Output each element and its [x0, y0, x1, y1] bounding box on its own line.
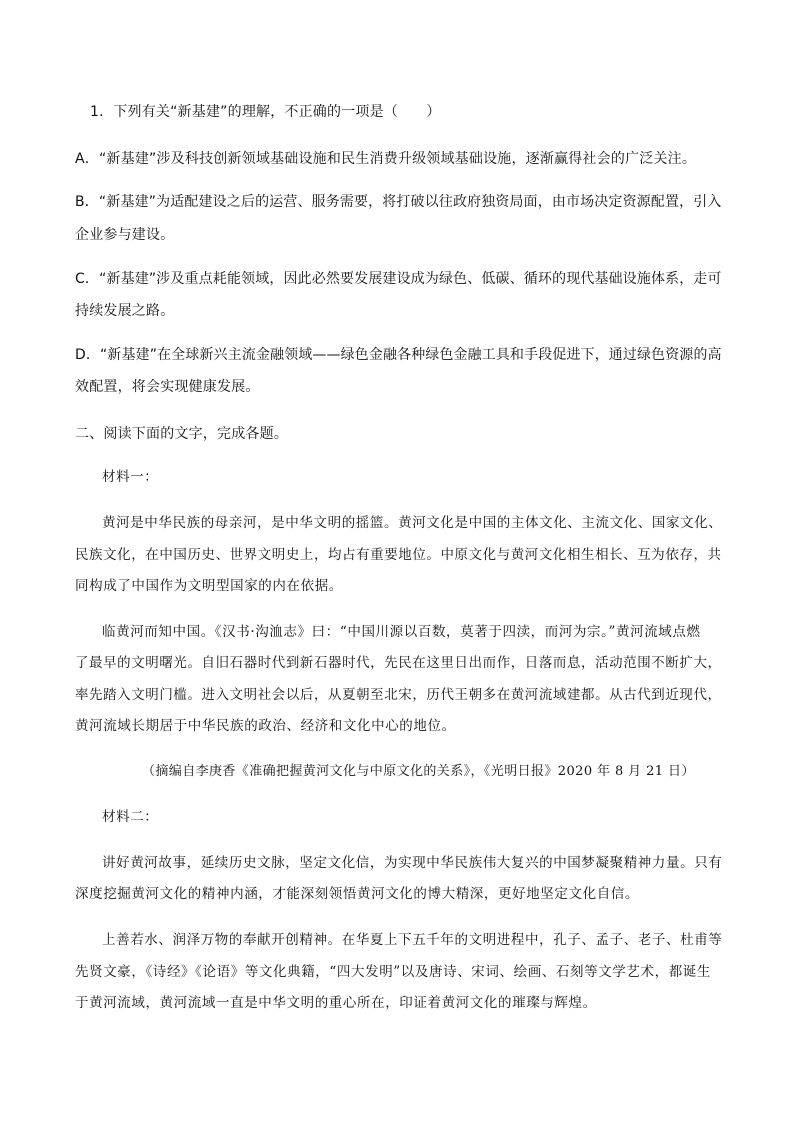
material-2-p2-line-2: 先贤文豪，《诗经》《论语》等文化典籍，“四大发明”以及唐诗、宋词、绘画、石刻等文学艺术，都诞生 [75, 964, 712, 980]
material-2-label: 材料二： [102, 809, 159, 825]
option-b-line-2: 企业参与建设。 [75, 227, 175, 243]
material-1-p2-line-2: 了最早的文明曙光。自旧石器时代到新石器时代，先民在这里日出而作，日落而息，活动范围不断扩大， [75, 655, 722, 671]
material-1-p1-line-1: 黄河是中华民族的母亲河，是中华文明的摇篮。黄河文化是中国的主体文化、主流文化、国家文化、 [102, 515, 723, 531]
material-2-p1-line-2: 深度挖掘黄河文化的精神内涵，才能深刻领悟黄河文化的博大精深，更好地坚定文化自信。 [75, 886, 639, 902]
material-1-p1-line-3: 同构成了中国作为文明型国家的内在依据。 [75, 578, 343, 594]
option-a-line-1: A．“新基建”涉及科技创新领域基础设施和民生消费升级领域基础设施，逐渐赢得社会的广泛关注。 [75, 151, 697, 167]
option-d-line-2: 效配置，将会实现健康发展。 [75, 379, 260, 395]
material-2-p2-line-1: 上善若水、润泽万物的奉献开创精神。在华夏上下五千年的文明进程中，孔子、孟子、老子、杜甫等 [102, 932, 723, 948]
option-d-line-1: D．“新基建”在全球新兴主流金融领域——绿色金融各种绿色金融工具和手段促进下，通过绿色资源的高 [75, 347, 722, 363]
section-heading: 二、阅读下面的文字，完成各题。 [75, 426, 288, 442]
material-1-p2-line-3: 率先踏入文明门槛。进入文明社会以后，从夏朝至北宋，历代王朝多在黄河流域建都。从古代到近现代， [75, 687, 722, 703]
material-2-p2-line-3: 于黄河流域，黄河流域一直是中华文明的重心所在，印证着黄河文化的璀璨与辉煌。 [75, 995, 597, 1011]
material-1-label: 材料一： [102, 469, 159, 485]
option-b-line-1: B．“新基建”为适配建设之后的运营、服务需要，将打破以往政府独资局面，由市场决定资源配置，引入 [75, 194, 722, 210]
question-stem: 1．下列有关“新基建”的理解，不正确的一项是（ ） [90, 104, 441, 120]
material-1-p2-line-1: 临黄河而知中国。《汉书·沟洫志》曰：“中国川源以百数，莫著于四渎，而河为宗。”黄河流域点燃 [102, 624, 701, 640]
material-1-p2-line-4: 黄河流域长期居于中华民族的政治、经济和文化中心的地位。 [75, 718, 456, 734]
material-1-p1-line-2: 民族文化，在中国历史、世界文明史上，均占有重要地位。中原文化与黄河文化相生相长、互为依存，共 [75, 547, 722, 563]
material-1-source: （摘编自李庚香《准确把握黄河文化与中原文化的关系》，《光明日报》2020 年 8 月 21 日） [142, 764, 695, 779]
option-c-line-1: C．“新基建”涉及重点耗能领域，因此必然要发展建设成为绿色、低碳、循环的现代基础设施体系，走可 [75, 271, 722, 287]
option-c-line-2: 持续发展之路。 [75, 303, 175, 319]
material-2-p1-line-1: 讲好黄河故事，延续历史文脉，坚定文化信，为实现中华民族伟大复兴的中国梦凝聚精神力量。只有 [102, 855, 723, 871]
